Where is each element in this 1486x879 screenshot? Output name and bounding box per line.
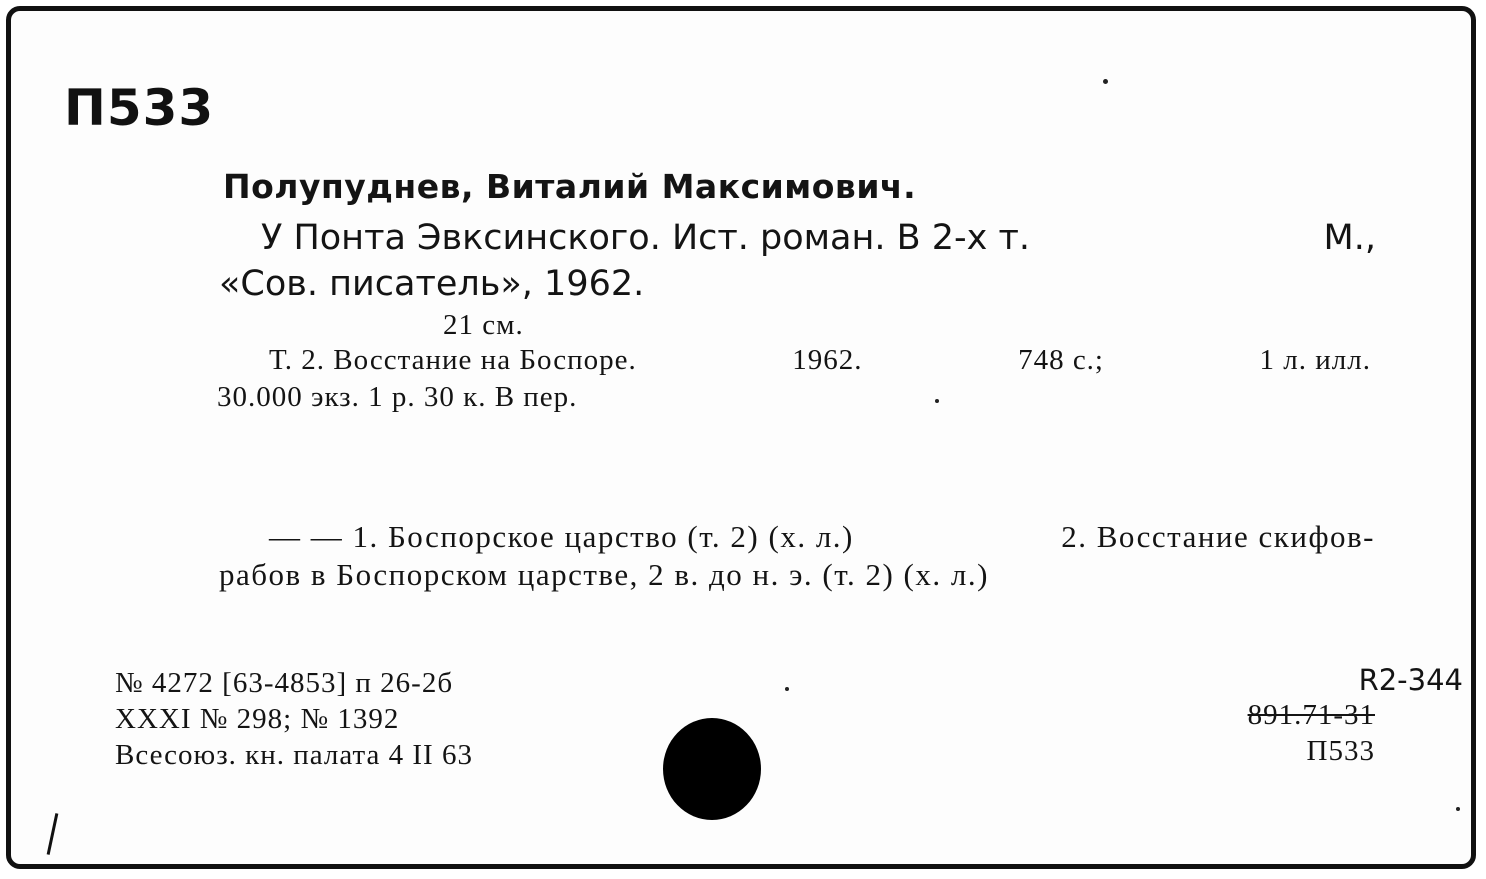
registry-series: XXXI № 298; № 1392 — [115, 703, 400, 735]
author-heading: Полупуднев, Виталий Максимович. — [223, 167, 917, 206]
circulation-price: 30.000 экз. 1 р. 30 к. В пер. — [217, 381, 578, 413]
subject-heading-2: 2. Восстание скифов- — [1061, 519, 1375, 554]
publication-place: М., — [1323, 218, 1376, 258]
volume-description — [269, 344, 1371, 377]
volume-pages: 748 с.; — [1018, 344, 1104, 376]
pencil-mark — [47, 813, 59, 855]
registry-number: № 4272 [63-4853] п 26-2б — [115, 667, 454, 699]
card-punch-hole — [663, 718, 761, 820]
book-title-line: У Понта Эвксинского. Ист. роман. В 2-х т. — [261, 218, 1031, 258]
ink-speck — [1103, 79, 1108, 84]
publisher-line: «Сов. писатель», 1962. — [219, 264, 645, 304]
volume-illustrations: 1 л. илл. — [1259, 344, 1371, 376]
volume-title: Т. 2. Восстание на Боспоре. — [269, 344, 637, 376]
subject-headings-line-2: рабов в Боспорском царстве, 2 в. до н. э. (т. 2) (х. л.) — [219, 557, 989, 592]
classification-udc-struck: 891.71-31 — [1247, 699, 1375, 731]
handwritten-call-number: П533 — [64, 79, 215, 137]
classification-author-mark: П533 — [1306, 735, 1375, 767]
ink-speck — [935, 399, 939, 403]
classification-code: R2-344 — [1358, 663, 1463, 697]
book-size: 21 см. — [443, 309, 524, 341]
ink-speck — [1456, 807, 1460, 811]
ink-speck — [785, 687, 789, 691]
subject-heading-1: — — 1. Боспорское царство (т. 2) (х. л.) — [269, 519, 854, 554]
subject-headings-line-1 — [269, 519, 1375, 555]
registry-chamber: Всесоюз. кн. палата 4 II 63 — [115, 739, 473, 771]
catalog-card — [6, 6, 1476, 869]
volume-year: 1962. — [792, 344, 863, 376]
